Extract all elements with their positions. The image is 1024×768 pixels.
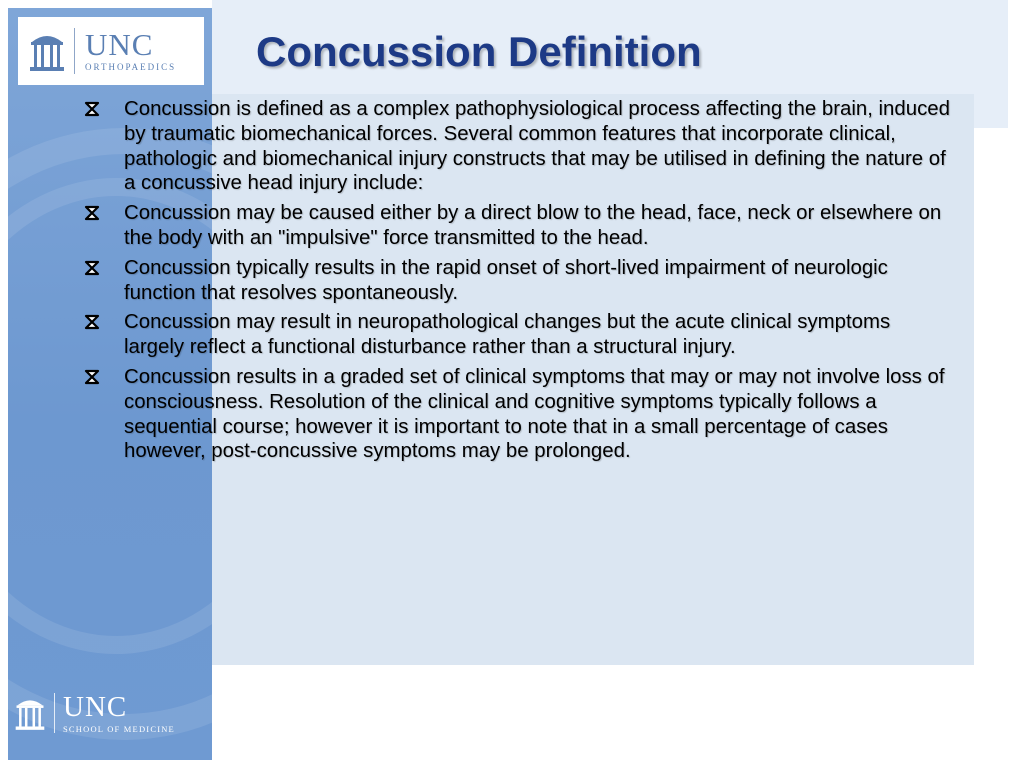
bullet-list <box>84 97 954 469</box>
logo-name: UNC <box>63 690 128 723</box>
bullet-text: Concussion may be caused either by a direct blow to the head, face, neck or elsewhere on the body with an "impulsive" force transmitted to the head. <box>124 202 942 249</box>
slide-title: Concussion Definition <box>256 28 702 75</box>
hourglass-bullet-icon <box>84 205 100 221</box>
unc-orthopaedics-logo <box>18 17 204 85</box>
hourglass-bullet-icon <box>84 369 100 385</box>
hourglass-bullet-icon <box>84 314 100 330</box>
bullet-text: Concussion results in a graded set of clinical symptoms that may or may not involve loss of consciousness. Resolution of the clinical and cognitive symptoms typically follows a sequential course; however it is important to note that in a small percentage of cases however, post-concussive symptoms may be prolonged. <box>124 365 945 463</box>
logo-subtitle: SCHOOL OF MEDICINE <box>63 723 175 734</box>
logo-divider <box>54 693 55 733</box>
bullet-text: Concussion typically results in the rapid onset of short-lived impairment of neurologic function that resolves spontaneously. <box>124 256 888 304</box>
bullet-item <box>84 365 954 464</box>
logo-divider <box>74 28 75 74</box>
bullet-text: Concussion is defined as a complex pathophysiological process affecting the brain, induced by traumatic biomechanical forces. Several common features that incorporate clinical, pathologic and biomechanical injury constructs that may be utilised in defining the nature of a concussive head injury include: <box>124 98 950 195</box>
logo-subtitle: ORTHOPAEDICS <box>85 62 177 72</box>
hourglass-bullet-icon <box>84 101 100 117</box>
old-well-icon <box>28 28 66 74</box>
bullet-item <box>84 97 954 196</box>
bullet-text: Concussion may result in neuropathological changes but the acute clinical symptoms largely reflect a functional disturbance rather than a structural injury. <box>124 311 891 359</box>
logo-name: UNC <box>85 27 154 62</box>
bullet-item <box>84 201 954 251</box>
hourglass-bullet-icon <box>84 260 100 276</box>
old-well-icon <box>14 693 46 733</box>
bullet-item <box>84 310 954 360</box>
bullet-item <box>84 256 954 306</box>
unc-school-of-medicine-logo <box>14 690 210 736</box>
